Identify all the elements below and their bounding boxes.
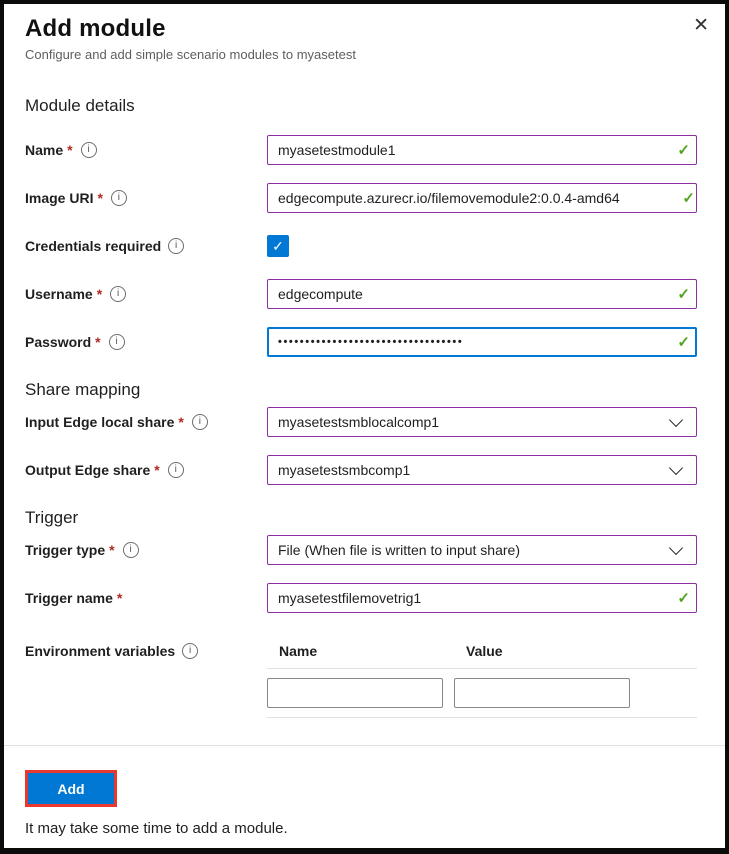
- info-icon[interactable]: i: [168, 238, 184, 254]
- field-row-trigger-name: [25, 583, 697, 613]
- required-asterisk: *: [116, 590, 123, 606]
- required-asterisk: *: [96, 286, 103, 302]
- close-icon: ✕: [693, 15, 709, 36]
- section-heading-trigger: Trigger: [25, 508, 79, 527]
- image-uri-control: [267, 183, 697, 213]
- info-icon[interactable]: i: [110, 286, 126, 302]
- label-text: Name: [25, 142, 64, 158]
- password-input[interactable]: [267, 327, 697, 357]
- info-icon[interactable]: i: [182, 643, 198, 659]
- label-text: Input Edge local share: [25, 414, 175, 430]
- field-row-password: [25, 327, 697, 357]
- info-icon[interactable]: i: [111, 190, 127, 206]
- panel-header: [4, 4, 725, 62]
- env-value-input[interactable]: [454, 678, 630, 708]
- credentials-required-checkbox[interactable]: [267, 235, 289, 257]
- add-button[interactable]: Add: [28, 773, 114, 804]
- env-table-row: [267, 678, 697, 708]
- label-text: Environment variables: [25, 643, 176, 659]
- required-asterisk: *: [95, 334, 101, 350]
- valid-check-icon: ✓: [677, 286, 690, 303]
- username-control: [267, 279, 697, 309]
- env-name-input[interactable]: [267, 678, 443, 708]
- selected-option: myasetestsmbcomp1: [278, 462, 411, 478]
- environment-variables-label: [25, 641, 267, 661]
- input-edge-local-share-select[interactable]: [267, 407, 697, 437]
- required-asterisk: *: [97, 190, 103, 206]
- field-row-output-edge-share: [25, 455, 697, 485]
- credentials-required-label: [25, 231, 267, 261]
- required-asterisk: *: [178, 414, 184, 430]
- info-icon[interactable]: i: [123, 542, 139, 558]
- label-text: Password: [25, 334, 92, 350]
- info-icon[interactable]: i: [192, 414, 208, 430]
- required-asterisk: *: [67, 142, 73, 158]
- name-label: [25, 135, 267, 165]
- name-input[interactable]: [267, 135, 697, 165]
- label-text: Output Edge share: [25, 462, 151, 478]
- output-edge-share-label: [25, 455, 267, 485]
- trigger-name-control: [267, 583, 697, 613]
- chevron-down-icon: [669, 540, 683, 554]
- trigger-name-input[interactable]: [267, 583, 697, 613]
- label-text: Trigger type: [25, 542, 106, 558]
- credentials-required-control: [267, 235, 697, 257]
- password-label: [25, 327, 267, 357]
- label-text: Image URI: [25, 190, 94, 206]
- field-row-trigger-type: [25, 535, 697, 565]
- chevron-down-icon: [669, 412, 683, 426]
- password-control: [267, 327, 697, 357]
- output-edge-share-control: [267, 455, 697, 485]
- field-row-username: [25, 279, 697, 309]
- name-control: [267, 135, 697, 165]
- info-icon[interactable]: i: [168, 462, 184, 478]
- input-edge-local-share-label: [25, 407, 267, 437]
- section-heading-module-details: Module details: [25, 96, 135, 115]
- env-column-name: Name: [279, 643, 318, 659]
- trigger-type-label: [25, 535, 267, 565]
- info-icon[interactable]: i: [109, 334, 125, 350]
- valid-check-icon: ✓: [677, 590, 690, 607]
- environment-variables-table: [267, 639, 697, 718]
- trigger-type-control: [267, 535, 697, 565]
- env-column-value: Value: [466, 643, 503, 659]
- trigger-name-label: [25, 583, 267, 613]
- field-row-name: [25, 135, 697, 165]
- page-subtitle: Configure and add simple scenario modules to myasetest: [25, 47, 356, 62]
- field-row-environment-variables: [25, 639, 697, 718]
- checkbox-check-icon: ✓: [272, 238, 284, 254]
- required-asterisk: *: [154, 462, 160, 478]
- valid-check-icon: ✓: [682, 190, 695, 207]
- field-row-image-uri: [25, 183, 697, 213]
- form-body: [4, 95, 725, 718]
- selected-option: myasetestsmblocalcomp1: [278, 414, 440, 430]
- selected-option: File (When file is written to input share): [278, 542, 520, 558]
- footer-note: It may take some time to add a module.: [25, 820, 288, 837]
- env-table-header: [267, 639, 697, 659]
- username-input[interactable]: [267, 279, 697, 309]
- image-uri-label: [25, 183, 267, 213]
- required-asterisk: *: [109, 542, 115, 558]
- field-row-input-edge-local-share: [25, 407, 697, 437]
- info-icon[interactable]: i: [81, 142, 97, 158]
- label-text: Credentials required: [25, 238, 162, 254]
- label-text: Username: [25, 286, 93, 302]
- label-text: Trigger name: [25, 590, 113, 606]
- trigger-type-select[interactable]: [267, 535, 697, 565]
- input-edge-local-share-control: [267, 407, 697, 437]
- image-uri-input[interactable]: [267, 183, 697, 213]
- env-table-divider: [267, 668, 697, 669]
- panel-footer: [4, 746, 725, 837]
- username-label: [25, 279, 267, 309]
- env-table-divider: [267, 717, 697, 718]
- section-heading-share-mapping: Share mapping: [25, 380, 141, 399]
- add-button-highlight: [25, 770, 117, 807]
- field-row-credentials-required: [25, 231, 697, 261]
- page-title: Add module: [25, 15, 166, 42]
- output-edge-share-select[interactable]: [267, 455, 697, 485]
- valid-check-icon: ✓: [677, 334, 690, 351]
- close-button[interactable]: [689, 12, 713, 39]
- chevron-down-icon: [669, 460, 683, 474]
- valid-check-icon: ✓: [677, 142, 690, 159]
